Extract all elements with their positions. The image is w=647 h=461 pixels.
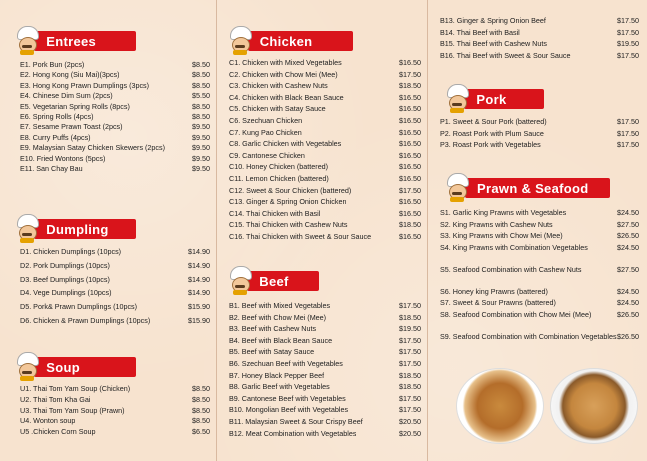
menu-item-price: $14.90 <box>188 247 210 256</box>
chef-mascot-icon <box>444 84 468 114</box>
menu-item-name: C11. Lemon Chicken (battered) <box>229 173 329 183</box>
menu-item-name: B3. Beef with Cashew Nuts <box>229 324 317 334</box>
menu-item <box>20 314 210 328</box>
menu-item-price: $16.50 <box>399 92 421 102</box>
menu-item-price: $17.50 <box>617 16 639 25</box>
menu-item-price: $24.50 <box>617 286 639 296</box>
menu-item <box>229 92 421 104</box>
menu-item-name: P3. Roast Pork with Vegetables <box>440 140 541 150</box>
menu-item <box>20 406 210 417</box>
menu-item-name: S3. King Prawns with Chow Mei (Mee) <box>440 231 563 241</box>
menu-item <box>20 102 210 112</box>
menu-item <box>20 112 210 122</box>
menu-item-name: S9. Seafood Combination with Combination Vegetables <box>440 331 617 341</box>
chicken-list <box>229 57 421 243</box>
menu-item <box>229 416 421 428</box>
menu-item <box>20 164 210 174</box>
menu-item-price: $8.50 <box>192 111 210 121</box>
menu-item <box>229 370 421 382</box>
menu-item <box>229 428 421 440</box>
menu-item-name: D4. Vege Dumplings (10pcs) <box>20 288 112 298</box>
menu-item-name: B14. Thai Beef with Basil <box>440 27 520 37</box>
menu-item-name: C2. Chicken with Chow Mei (Mee) <box>229 69 338 79</box>
menu-item-name: P2. Roast Pork with Plum Sauce <box>440 128 544 138</box>
menu-item-name: B10. Mongolian Beef with Vegetables <box>229 405 349 415</box>
menu-item-name: C10. Honey Chicken (battered) <box>229 162 329 172</box>
menu-item-price: $19.50 <box>399 324 421 334</box>
menu-item-name: U2. Thai Tom Kha Gai <box>20 394 91 404</box>
pork-title: Pork <box>464 89 544 109</box>
menu-item-price: $8.50 <box>192 101 210 111</box>
menu-item <box>440 116 639 128</box>
menu-column-left <box>4 0 214 461</box>
menu-item-name: E2. Hong Kong (Siu Mai)(3pcs) <box>20 70 120 80</box>
menu-item-price: $27.50 <box>617 219 639 229</box>
menu-item <box>229 185 421 197</box>
menu-item-price: $24.50 <box>617 298 639 308</box>
menu-item-price: $14.90 <box>188 260 210 270</box>
entrees-list <box>20 60 210 174</box>
menu-item <box>229 335 421 347</box>
menu-item <box>20 133 210 143</box>
menu-item-price: $26.50 <box>617 231 639 241</box>
beef-list <box>229 300 421 439</box>
menu-item-name: E5. Vegetarian Spring Rolls (8pcs) <box>20 101 130 111</box>
menu-item-name: D2. Pork Dumplings (10pcs) <box>20 260 110 270</box>
menu-item-name: S2. King Prawns with Cashew Nuts <box>440 219 553 229</box>
menu-item-name: C14. Thai Chicken with Basil <box>229 208 321 218</box>
menu-item-name: E1. Pork Bun (2pcs) <box>20 60 85 69</box>
menu-item <box>440 207 639 219</box>
menu-item-price: $17.50 <box>399 69 421 79</box>
menu-item-name: B2. Beef with Chow Mei (Mee) <box>229 312 327 322</box>
menu-item <box>440 15 639 27</box>
menu-item <box>229 219 421 231</box>
menu-item-price: $8.50 <box>192 80 210 90</box>
dumpling-title: Dumpling <box>34 219 136 239</box>
pork-list <box>440 116 639 151</box>
seafood-list <box>440 207 639 353</box>
dumpling-list <box>20 245 210 328</box>
menu-item-name: S7. Sweet & Sour Prawns (battered) <box>440 298 556 308</box>
menu-item-name: E4. Chinese Dim Sum (2pcs) <box>20 91 113 101</box>
menu-item <box>20 273 210 287</box>
menu-item <box>20 60 210 70</box>
menu-item-price: $9.50 <box>192 163 210 173</box>
menu-item-name: B4. Beef with Black Bean Sauce <box>229 335 333 345</box>
menu-item <box>440 264 639 286</box>
menu-item-name: S1. Garlic King Prawns with Vegetables <box>440 208 567 217</box>
menu-item-price: $5.50 <box>192 91 210 101</box>
menu-item-name: D3. Beef Dumplings (10pcs) <box>20 274 110 284</box>
menu-item-name: C8. Garlic Chicken with Vegetables <box>229 139 342 149</box>
menu-item-price: $17.50 <box>617 50 639 60</box>
menu-item-price: $16.50 <box>399 127 421 137</box>
menu-item-price: $14.90 <box>188 288 210 298</box>
menu-column-middle <box>216 0 428 461</box>
menu-item <box>440 230 639 242</box>
menu-item <box>229 115 421 127</box>
menu-item <box>440 128 639 140</box>
menu-item-price: $20.50 <box>399 416 421 426</box>
pork-header <box>444 88 544 110</box>
menu-item <box>440 139 639 151</box>
menu-item <box>20 300 210 314</box>
dish-photo <box>550 368 638 444</box>
menu-item-price: $17.50 <box>617 117 639 126</box>
menu-item <box>20 122 210 132</box>
menu-item <box>20 395 210 406</box>
menu-item-name: U1. Thai Tom Yam Soup (Chicken) <box>20 384 131 393</box>
menu-item <box>440 27 639 39</box>
menu-item-price: $17.50 <box>617 27 639 37</box>
menu-item-name: B7. Honey Black Pepper Beef <box>229 370 325 380</box>
menu-item <box>20 143 210 153</box>
menu-item <box>440 309 639 331</box>
menu-item-price: $9.50 <box>192 153 210 163</box>
menu-item-price: $18.50 <box>399 370 421 380</box>
menu-item <box>229 196 421 208</box>
menu-item <box>20 427 210 438</box>
menu-item-price: $16.50 <box>399 150 421 160</box>
menu-item-name: C3. Chicken with Cashew Nuts <box>229 81 328 91</box>
menu-item-name: S4. King Prawns with Combination Vegetables <box>440 242 588 252</box>
menu-item <box>229 103 421 115</box>
menu-item-name: B13. Ginger & Spring Onion Beef <box>440 16 546 25</box>
menu-item-price: $16.50 <box>399 162 421 172</box>
menu-item-price: $27.50 <box>617 264 639 274</box>
menu-item-price: $8.50 <box>192 384 210 393</box>
menu-item <box>229 358 421 370</box>
menu-item <box>229 393 421 405</box>
dumpling-header <box>14 218 136 240</box>
menu-column-right <box>430 0 643 461</box>
menu-item <box>229 127 421 139</box>
menu-item <box>440 242 639 264</box>
menu-item-price: $20.50 <box>399 428 421 438</box>
menu-item-price: $24.50 <box>617 208 639 217</box>
menu-item-name: B16. Thai Beef with Sweet & Sour Sauce <box>440 50 571 60</box>
menu-item-price: $8.50 <box>192 405 210 415</box>
chicken-header <box>227 30 353 52</box>
chef-mascot-icon <box>227 266 251 296</box>
menu-item-price: $8.50 <box>192 416 210 426</box>
menu-item-price: $15.90 <box>188 315 210 325</box>
menu-item-price: $16.50 <box>399 115 421 125</box>
menu-item-price: $8.50 <box>192 394 210 404</box>
menu-item-price: $18.50 <box>399 382 421 392</box>
soup-header <box>14 356 136 378</box>
menu-item-name: B8. Garlic Beef with Vegetables <box>229 382 330 392</box>
menu-item-name: E9. Malaysian Satay Chicken Skewers (2pcs) <box>20 143 166 153</box>
menu-item-name: E6. Spring Rolls (4pcs) <box>20 111 94 121</box>
menu-item <box>20 259 210 273</box>
menu-item <box>20 70 210 80</box>
menu-item-name: D6. Chicken & Prawn Dumplings (10pcs) <box>20 315 151 325</box>
beef-header <box>227 270 319 292</box>
menu-item-name: S5. Seafood Combination with Cashew Nuts <box>440 264 582 274</box>
menu-item-price: $19.50 <box>617 39 639 49</box>
menu-item-name: B5. Beef with Satay Sauce <box>229 347 315 357</box>
menu-item <box>440 286 639 298</box>
menu-item <box>20 245 210 259</box>
menu-item <box>229 312 421 324</box>
menu-item <box>229 404 421 416</box>
chef-mascot-icon <box>14 352 38 382</box>
menu-item-name: C13. Ginger & Spring Onion Chicken <box>229 197 347 207</box>
menu-item <box>20 286 210 300</box>
menu-item <box>440 297 639 309</box>
menu-item-name: C12. Sweet & Sour Chicken (battered) <box>229 185 352 195</box>
seafood-header <box>444 177 610 199</box>
menu-item-name: C16. Thai Chicken with Sweet & Sour Sauce <box>229 231 372 241</box>
menu-item-name: B15. Thai Beef with Cashew Nuts <box>440 39 547 49</box>
menu-item-price: $8.50 <box>192 60 210 69</box>
soup-list <box>20 384 210 438</box>
menu-item-price: $6.50 <box>192 427 210 437</box>
menu-item <box>229 69 421 81</box>
menu-item <box>229 57 421 69</box>
seafood-title: Prawn & Seafood <box>465 178 610 198</box>
menu-item-price: $18.50 <box>399 312 421 322</box>
menu-item-name: U4. Wonton soup <box>20 416 76 426</box>
menu-item-name: S8. Seafood Combination with Chow Mei (Mee) <box>440 309 592 319</box>
menu-item <box>229 208 421 220</box>
menu-item-name: E10. Fried Wontons (5pcs) <box>20 153 106 163</box>
menu-item <box>229 161 421 173</box>
menu-item-price: $17.50 <box>399 335 421 345</box>
menu-item <box>229 346 421 358</box>
menu-item <box>229 138 421 150</box>
soup-title: Soup <box>34 357 136 377</box>
beef-continued-list <box>440 15 639 61</box>
menu-item-price: $15.90 <box>188 302 210 312</box>
menu-item-price: $17.50 <box>399 358 421 368</box>
menu-item-name: B12. Meat Combination with Vegetables <box>229 428 357 438</box>
entrees-title: Entrees <box>34 31 136 51</box>
menu-item-price: $17.50 <box>617 128 639 138</box>
menu-item-name: C9. Cantonese Chicken <box>229 150 305 160</box>
menu-item <box>229 231 421 243</box>
menu-item-price: $16.50 <box>399 58 421 67</box>
menu-item-price: $16.50 <box>399 208 421 218</box>
menu-item-price: $17.50 <box>399 185 421 195</box>
menu-item-price: $18.50 <box>399 81 421 91</box>
menu-item <box>229 300 421 312</box>
menu-item <box>229 150 421 162</box>
menu-item-name: B9. Cantonese Beef with Vegetables <box>229 393 346 403</box>
chef-mascot-icon <box>444 173 469 203</box>
menu-item-name: C4. Chicken with Black Bean Sauce <box>229 92 344 102</box>
menu-item-name: S6. Honey king Prawns (battered) <box>440 286 548 296</box>
menu-item <box>20 91 210 101</box>
menu-item-name: B1. Beef with Mixed Vegetables <box>229 301 331 310</box>
menu-item-name: U5 .Chicken Corn Soup <box>20 427 96 437</box>
menu-item-price: $16.50 <box>399 197 421 207</box>
menu-item-price: $26.50 <box>617 309 639 319</box>
menu-item-name: C1. Chicken with Mixed Vegetables <box>229 58 342 67</box>
menu-item-price: $9.50 <box>192 122 210 132</box>
menu-item-price: $17.50 <box>399 405 421 415</box>
chef-mascot-icon <box>227 26 252 56</box>
menu-item <box>440 38 639 50</box>
menu-item <box>229 323 421 335</box>
menu-item-price: $8.50 <box>192 70 210 80</box>
menu-item-price: $26.50 <box>617 331 639 341</box>
menu-item-price: $9.50 <box>192 132 210 142</box>
menu-item-price: $16.50 <box>399 173 421 183</box>
menu-item <box>440 219 639 231</box>
menu-item-price: $16.50 <box>399 104 421 114</box>
menu-item-price: $17.50 <box>399 393 421 403</box>
menu-item <box>229 173 421 185</box>
menu-item-name: C6. Szechuan Chicken <box>229 115 303 125</box>
menu-item-price: $18.50 <box>399 220 421 230</box>
menu-item-name: D1. Chicken Dumplings (10pcs) <box>20 247 122 256</box>
menu-item-name: E7. Sesame Prawn Toast (2pcs) <box>20 122 123 132</box>
menu-item <box>20 384 210 395</box>
menu-item <box>20 154 210 164</box>
beef-title: Beef <box>247 271 319 291</box>
menu-item-price: $17.50 <box>399 347 421 357</box>
menu-item-name: U3. Thai Tom Yam Soup (Prawn) <box>20 405 125 415</box>
menu-item-price: $24.50 <box>617 242 639 252</box>
menu-item-price: $16.50 <box>399 139 421 149</box>
chef-mascot-icon <box>14 214 38 244</box>
menu-item <box>440 50 639 62</box>
dish-photo <box>456 368 544 444</box>
menu-item-name: C5. Chicken with Satay Sauce <box>229 104 326 114</box>
menu-item <box>440 331 639 353</box>
chicken-title: Chicken <box>248 31 353 51</box>
entrees-header <box>14 30 136 52</box>
menu-item <box>20 416 210 427</box>
menu-item-name: B11. Malaysian Sweet & Sour Crispy Beef <box>229 416 363 426</box>
menu-item <box>229 80 421 92</box>
menu-item <box>20 81 210 91</box>
menu-item-price: $14.90 <box>188 274 210 284</box>
menu-item-name: E3. Hong Kong Prawn Dumplings (3pcs) <box>20 80 150 90</box>
menu-item-price: $16.50 <box>399 231 421 241</box>
menu-item-name: D5. Pork& Prawn Dumplings (10pcs) <box>20 302 138 312</box>
menu-item-name: E8. Curry Puffs (4pcs) <box>20 132 91 142</box>
menu-item-price: $17.50 <box>399 301 421 310</box>
menu-item <box>229 381 421 393</box>
menu-item-name: C15. Thai Chicken with Cashew Nuts <box>229 220 348 230</box>
menu-item-name: P1. Sweet & Sour Pork (battered) <box>440 117 547 126</box>
menu-item-name: E11. San Chay Bau <box>20 163 83 173</box>
menu-item-price: $17.50 <box>617 140 639 150</box>
menu-item-price: $9.50 <box>192 143 210 153</box>
chef-mascot-icon <box>14 26 38 56</box>
menu-item-name: C7. Kung Pao Chicken <box>229 127 302 137</box>
menu-item-name: B6. Szechuan Beef with Vegetables <box>229 358 343 368</box>
